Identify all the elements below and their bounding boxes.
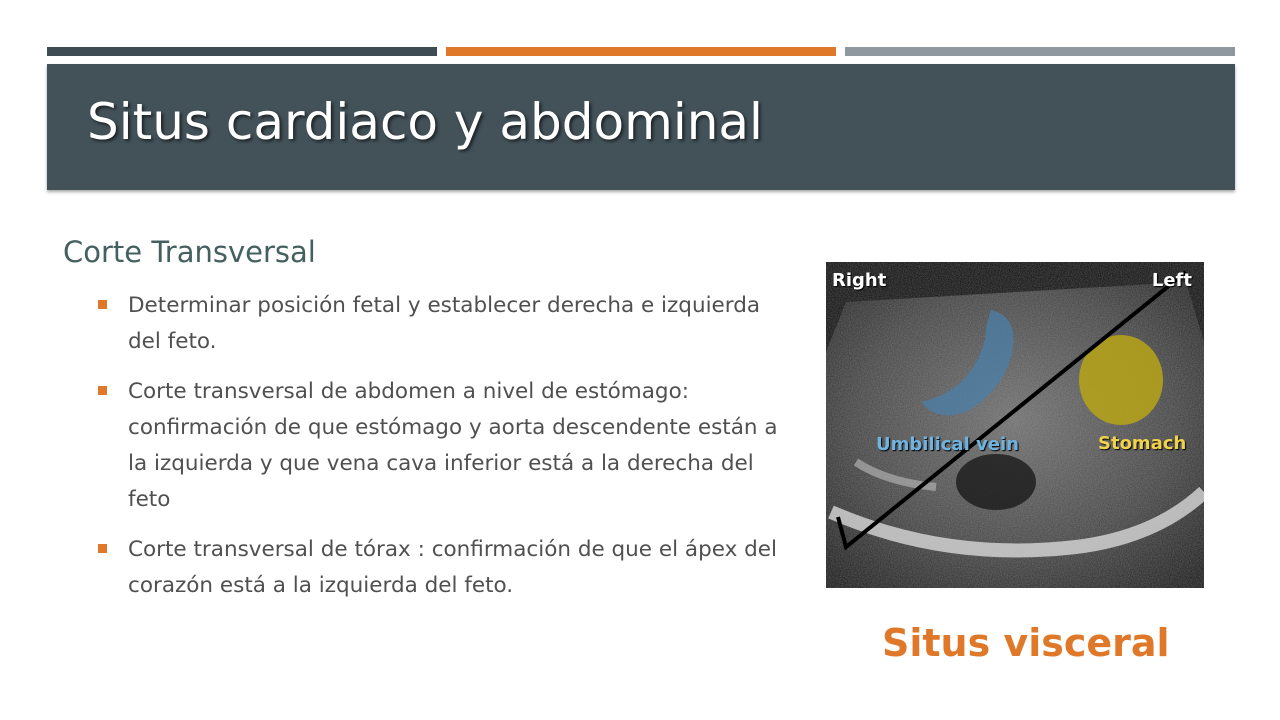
section-subtitle: Corte Transversal xyxy=(63,235,316,269)
ultrasound-label-umbilical-vein: Umbilical vein xyxy=(876,434,1019,455)
bullet-item xyxy=(98,532,798,604)
bullet-square-icon xyxy=(98,544,107,553)
accent-bar-gray xyxy=(845,47,1235,56)
ultrasound-image xyxy=(826,262,1204,588)
bullet-square-icon xyxy=(98,386,107,395)
ultrasound-scan-graphic xyxy=(826,262,1204,588)
ultrasound-label-stomach: Stomach xyxy=(1098,433,1187,454)
bullet-square-icon xyxy=(98,300,107,309)
ultrasound-label-right: Right xyxy=(832,270,887,291)
bullet-text: Corte transversal de abdomen a nivel de estómago: confirmación de que estómago y aorta descendente están a la izquierda y que vena cava inferior está a la derecha del feto xyxy=(128,379,778,512)
bullet-text: Determinar posición fetal y establecer derecha e izquierda del feto. xyxy=(128,293,761,354)
bullet-text: Corte transversal de tórax : confirmación de que el ápex del corazón está a la izquierda del feto. xyxy=(128,537,777,598)
accent-bar-orange xyxy=(446,47,836,56)
title-band xyxy=(47,64,1235,190)
ultrasound-label-left: Left xyxy=(1151,270,1192,291)
bullet-item xyxy=(98,288,798,360)
bullet-list xyxy=(98,288,798,618)
slide-title: Situs cardiaco y abdominal xyxy=(87,93,763,151)
accent-bar-dark xyxy=(47,47,437,56)
image-caption: Situs visceral xyxy=(882,621,1170,665)
bullet-item xyxy=(98,374,798,518)
